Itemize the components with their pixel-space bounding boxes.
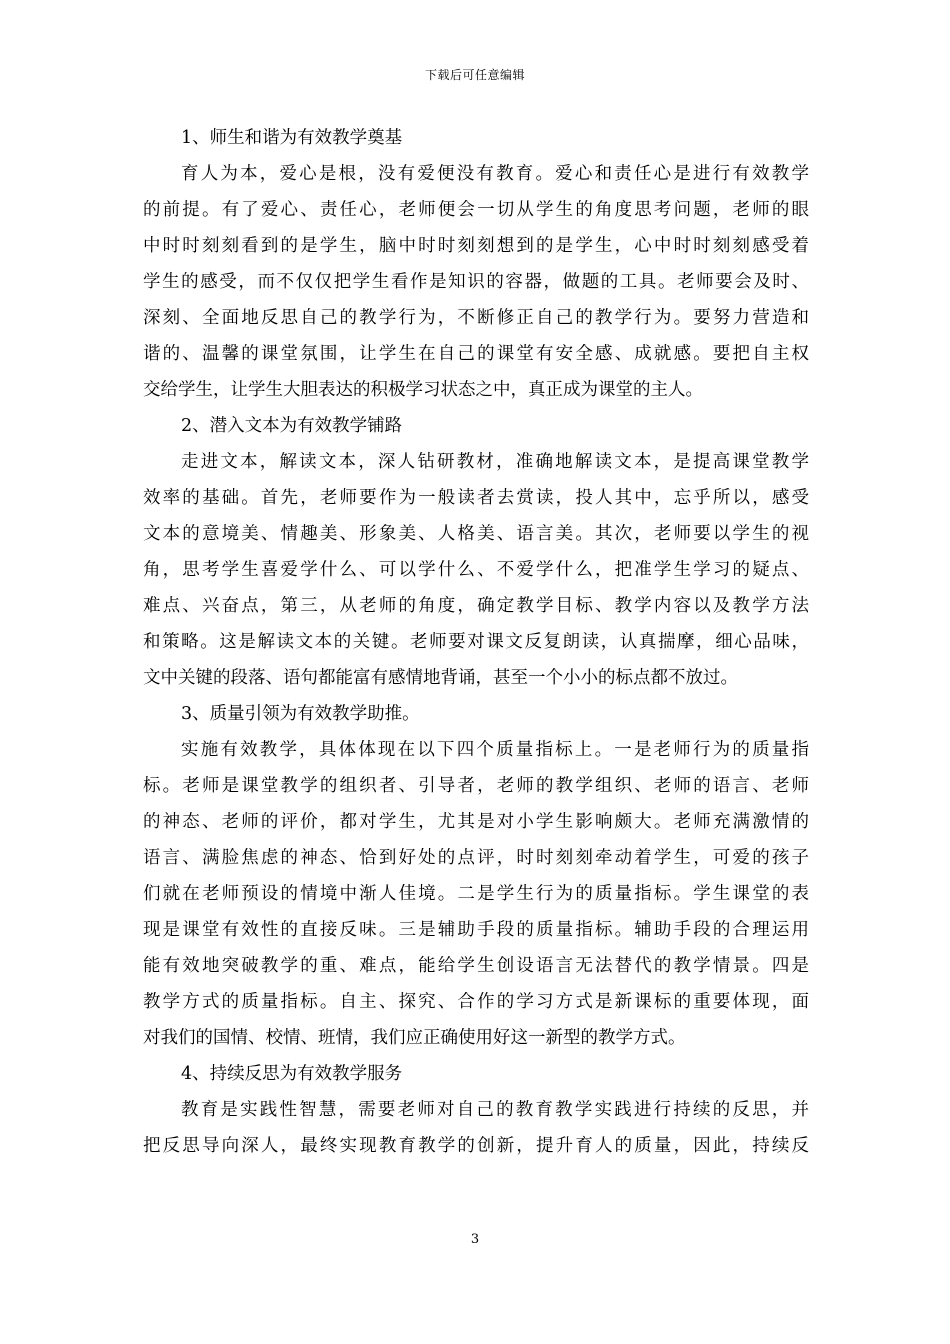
page-header: 下载后可任意编辑 [424,68,525,82]
paragraph-line: 文中关键的段落、语句都能富有感情地背诵，甚至一个小小的标点都不放过。 [143,668,738,688]
paragraph-line: 的前提。有了爱心、责任心，老师便会一切从学生的角度思考问题，老师的眼 [143,200,809,220]
paragraph-line: 中时时刻刻看到的是学生，脑中时时刻刻想到的是学生，心中时时刻刻感受着 [143,236,809,256]
paragraph-line: 教学方式的质量指标。自主、探究、合作的学习方式是新课标的重要体现，面 [143,992,809,1012]
paragraph-line: 学生的感受，而不仅仅把学生看作是知识的容器，做题的工具。老师要会及时、 [143,272,809,292]
paragraph-line: 标。老师是课堂教学的组织者、引导者，老师的教学组织、老师的语言、老师 [143,776,809,796]
paragraph-line: 走进文本，解读文本，深人钻研教材，准确地解读文本，是提高课堂教学 [181,452,809,472]
section-heading-1: 1、师生和谐为有效教学奠基 [181,128,403,148]
paragraph-line: 教育是实践性智慧，需要老师对自己的教育教学实践进行持续的反思，并 [181,1100,809,1120]
paragraph-line: 育人为本，爱心是根，没有爱便没有教育。爱心和责任心是进行有效教学 [181,164,809,184]
paragraph-line: 现是课堂有效性的直接反味。三是辅助手段的质量指标。辅助手段的合理运用 [143,920,809,940]
paragraph-line: 文本的意境美、情趣美、形象美、人格美、语言美。其次，老师要以学生的视 [143,524,809,544]
page-number: 3 [470,1232,480,1247]
section-heading-2: 2、潜入文本为有效教学铺路 [181,416,403,436]
paragraph-line: 实施有效教学，具体体现在以下四个质量指标上。一是老师行为的质量指 [181,740,809,760]
paragraph-line: 把反思导向深人，最终实现教育教学的创新，提升育人的质量，因此，持续反 [143,1136,809,1156]
paragraph-line: 深刻、全面地反思自己的教学行为，不断修正自己的教学行为。要努力营造和 [143,308,809,328]
paragraph-line: 难点、兴奋点，第三，从老师的角度，确定教学目标、教学内容以及教学方法 [143,596,809,616]
paragraph-line: 们就在老师预设的情境中渐人佳境。二是学生行为的质量指标。学生课堂的表 [143,884,809,904]
paragraph-line: 和策略。这是解读文本的关键。老师要对课文反复朗读，认真揣摩，细心品味， [143,632,809,652]
section-heading-4: 4、持续反思为有效教学服务 [181,1064,403,1084]
paragraph-line: 的神态、老师的评价，都对学生，尤其是对小学生影响颇大。老师充满激情的 [143,812,809,832]
paragraph-line: 能有效地突破教学的重、难点，能给学生创设语言无法替代的教学情景。四是 [143,956,809,976]
paragraph-line: 交给学生，让学生大胆表达的积极学习状态之中，真正成为课堂的主人。 [143,380,703,400]
paragraph-line: 效率的基础。首先，老师要作为一般读者去赏读，投人其中，忘乎所以，感受 [143,488,809,508]
document-body [143,124,809,1168]
paragraph-line: 谐的、温馨的课堂氛围，让学生在自己的课堂有安全感、成就感。要把自主权 [143,344,809,364]
section-heading-3: 3、质量引领为有效教学助推。 [181,704,420,724]
paragraph-line: 角，思考学生喜爱学什么、可以学什么、不爱学什么，把准学生学习的疑点、 [143,560,809,580]
paragraph-line: 语言、满脸焦虑的神态、恰到好处的点评，时时刻刻牵动着学生，可爱的孩子 [143,848,809,868]
paragraph-line: 对我们的国情、校情、班情，我们应正确使用好这一新型的教学方式。 [143,1028,686,1048]
